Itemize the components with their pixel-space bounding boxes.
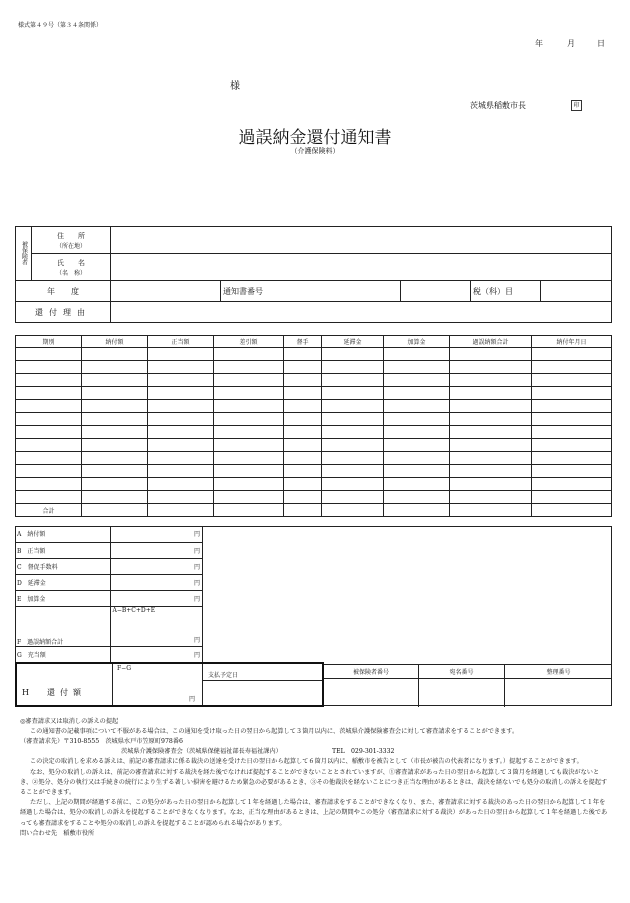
divider xyxy=(203,680,322,681)
address-label-cell xyxy=(32,227,111,254)
id-number-boxes xyxy=(324,664,612,707)
col-header-period: 期別 xyxy=(16,336,82,348)
page-title: 過誤納金還付通知書 xyxy=(238,128,392,148)
table-row xyxy=(16,478,612,491)
summary-label-a: A 納付額 xyxy=(15,526,110,542)
notes-address-line-1 xyxy=(20,737,610,747)
table-row xyxy=(16,374,612,387)
total-label: 合計 xyxy=(16,504,82,517)
notes-paragraph-3: なお、処分の取消しの訴えは、前記の審査請求に対する裁決を経た後でなければ提起することができないこととされていますが、①審査請求があった日の翌日から起算して３箇月を経過しても裁決がないとき、②処分、処分の執行又は手続きの続行により生ずる著しい損害を避けるため緊急の必要があるとき、③その他裁決を経ないことにつき正当な理由があるときは、裁決を経ないでも処分の取消しの訴えを提起することができます。 xyxy=(20,768,608,797)
addressee-suffix: 様 xyxy=(230,81,240,92)
summary-table xyxy=(15,526,203,663)
reference-number-label: 整理番号 xyxy=(546,669,571,676)
page-subtitle: （介護保険料） xyxy=(290,147,340,155)
col-header-paid: 納付額 xyxy=(82,336,148,348)
notes-address-line-2 xyxy=(20,747,610,757)
divider xyxy=(112,664,113,705)
address-sublabel: （所在地） xyxy=(55,242,86,250)
date-month-label: 月 xyxy=(567,39,575,48)
col-header-difference: 差引額 xyxy=(214,336,284,348)
summary-label-f: F 過誤納額合計 xyxy=(15,606,110,646)
summary-label-c: C 督促手数料 xyxy=(15,558,110,574)
notes-heading: ◎審査請求又は取消しの訴えの提起 xyxy=(20,718,119,725)
summary-cell-f xyxy=(110,606,203,646)
name-value[interactable] xyxy=(111,254,612,281)
col-header-dunning: 督手 xyxy=(284,336,322,348)
date-day-label: 日 xyxy=(597,39,605,48)
notes-address-2: 茨城県介護保険審査会（茨城県保健福祉部長寿福祉課内） xyxy=(121,748,282,756)
formula-f: A−B+C+D+E xyxy=(112,606,156,614)
summary-label-d: D 延滞金 xyxy=(15,574,110,590)
table-row xyxy=(16,348,612,361)
name-label: 氏 名 xyxy=(57,258,85,267)
tax-item-label: 税（科）目 xyxy=(471,281,541,302)
notice-number-label: 通知書番号 xyxy=(221,281,401,302)
refund-amount-box xyxy=(15,662,324,707)
summary-unit-f: 円 xyxy=(193,636,200,644)
notes-paragraph-2: この決定の取消しを求める訴えは、前記の審査請求に係る裁決の送達を受けた日の翌日から起算して６箇月以内に、稲敷市を被告として（市長が被告の代表者になります。）提起することができます。 xyxy=(30,758,583,766)
summary-label-g: G 充当額 xyxy=(15,646,110,662)
summary-unit-e: 円 xyxy=(110,590,203,606)
formula-h: F−G xyxy=(117,665,131,672)
name-sublabel: （名 称） xyxy=(55,269,86,277)
table-row xyxy=(16,439,612,452)
divider xyxy=(202,664,203,705)
name-label-cell xyxy=(32,254,111,281)
fiscal-year-value[interactable] xyxy=(111,281,221,302)
notes-paragraph-4: ただし、上記の期間が経過する前に、この処分があった日の翌日から起算して１年を経過した場合は、審査請求をすることができなくなり、また、審査請求に対する裁決のあった日の翌日から起算して１年を経過した場合は、処分の取消しの訴えを提起することができなくなります。なお、正当な理由があるときは、上記の期間やこの処分（審査請求に対する裁決）があった日の翌日から起算して１年を経過した後であっても審査請求をすることや処分の取消しの訴えを提起することが認められる場合があります。 xyxy=(20,799,608,827)
notes-paragraph-1: この通知書の記載事項について不服がある場合は、この通知を受け取った日の翌日から起算して３箇月以内に、茨城県介護保険審査会に対して審査請求をすることができます。 xyxy=(30,728,519,736)
fiscal-year-label: 年 度 xyxy=(16,281,111,302)
refund-reason-label: 還付理由 xyxy=(16,302,111,323)
address-label: 住 所 xyxy=(57,231,85,240)
seal-box: 印 xyxy=(571,100,582,111)
detail-table xyxy=(15,335,612,517)
summary-unit-d: 円 xyxy=(110,574,203,590)
col-header-payment-date: 納付年月日 xyxy=(532,336,612,348)
form-number: 様式第４９号（第３４条関係） xyxy=(18,22,103,29)
notes-tel: TEL 029-301-3332 xyxy=(332,748,395,756)
notes-address-1: （審査請求先）〒310-8555 茨城県水戸市笠原町978番6 xyxy=(20,738,183,746)
table-row xyxy=(16,426,612,439)
notes-contact: 問い合わせ先 稲敷市役所 xyxy=(20,829,95,837)
summary-unit-g: 円 xyxy=(110,646,203,662)
refund-reason-value[interactable] xyxy=(111,302,612,323)
col-header-late-fee: 延滞金 xyxy=(322,336,384,348)
table-row xyxy=(16,465,612,478)
insured-label: 被保険者 xyxy=(16,227,32,281)
table-row xyxy=(16,452,612,465)
notes-section xyxy=(20,717,610,839)
summary-label-e: E 加算金 xyxy=(15,590,110,606)
refund-amount-label: H 還付額 xyxy=(22,688,86,697)
date-year-label: 年 xyxy=(535,39,543,48)
insured-number-label: 被保険者番号 xyxy=(352,669,389,676)
col-header-proper: 正当額 xyxy=(148,336,214,348)
address-value[interactable] xyxy=(111,227,612,254)
table-row xyxy=(16,413,612,426)
issuer-name: 茨城県稲敷市長 xyxy=(470,101,526,110)
address-number-label: 宛名番号 xyxy=(449,669,474,676)
col-header-overpaid-total: 過誤納額合計 xyxy=(450,336,532,348)
payment-date-label: 支払予定日 xyxy=(208,672,239,679)
col-header-additional: 加算金 xyxy=(384,336,450,348)
refund-amount-unit: 円 xyxy=(189,696,196,703)
info-table xyxy=(15,226,612,323)
summary-unit-b: 円 xyxy=(110,542,203,558)
tax-item-value[interactable] xyxy=(541,281,612,302)
table-row xyxy=(16,387,612,400)
summary-unit-a: 円 xyxy=(110,526,203,542)
table-row xyxy=(16,491,612,504)
summary-label-b: B 正当額 xyxy=(15,542,110,558)
table-row xyxy=(16,400,612,413)
table-row xyxy=(16,361,612,374)
summary-unit-c: 円 xyxy=(110,558,203,574)
